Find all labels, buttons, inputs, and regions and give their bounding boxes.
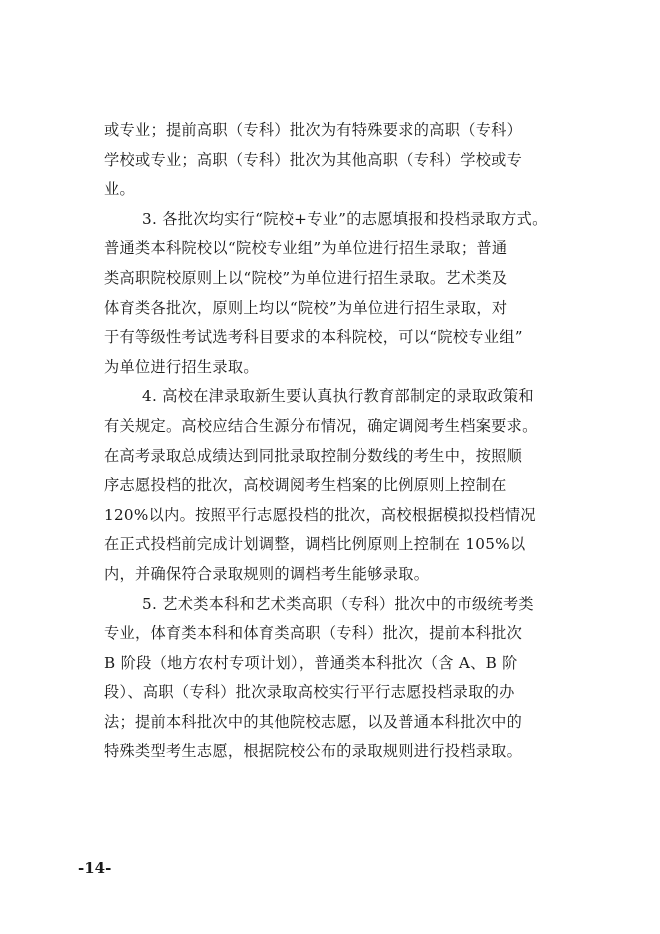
text-line: 有关规定。高校应结合生源分布情况，确定调阅考生档案要求。 bbox=[104, 416, 538, 435]
text-line: 于有等级性考试选考科目要求的本科院校，可以“院校专业组” bbox=[104, 328, 523, 347]
text-line: 法；提前本科批次中的其他院校志愿，以及普通本科批次中的 bbox=[104, 712, 523, 731]
text-line: 体育类各批次，原则上均以“院校”为单位进行招生录取，对 bbox=[104, 298, 508, 317]
text-line: 在高考录取总成绩达到同批录取控制分数线的考生中，按照顺 bbox=[104, 446, 523, 465]
paragraph-5-first-line: 5. 艺术类本科和艺术类高职（专科）批次中的市级统考类 bbox=[142, 594, 534, 613]
paragraph-4-first-line: 4. 高校在津录取新生要认真执行教育部制定的录取政策和 bbox=[142, 387, 534, 406]
text-line: 序志愿投档的批次，高校调阅考生档案的比例原则上控制在 bbox=[104, 476, 507, 495]
text-line: 学校或专业；高职（专科）批次为其他高职（专科）学校或专 bbox=[104, 150, 523, 169]
text-line: 专业，体育类本科和体育类高职（专科）批次，提前本科批次 bbox=[104, 624, 523, 643]
page-number: -14- bbox=[78, 859, 112, 877]
text-line: 特殊类型考生志愿，根据院校公布的录取规则进行投档录取。 bbox=[104, 742, 523, 761]
text-line: 类高职院校原则上以“院校”为单位进行招生录取。艺术类及 bbox=[104, 268, 508, 287]
text-line: 或专业；提前高职（专科）批次为有特殊要求的高职（专科） bbox=[104, 121, 523, 139]
paragraph-3-first-line: 3. 各批次均实行“院校+专业”的志愿填报和投档录取方式。 bbox=[142, 209, 548, 228]
body-text bbox=[104, 116, 584, 767]
text-line: 在正式投档前完成计划调整，调档比例原则上控制在 105%以 bbox=[104, 535, 526, 554]
text-line: 段）、高职（专科）批次录取高校实行平行志愿投档录取的办 bbox=[104, 683, 515, 702]
text-line: 120%以内。按照平行志愿投档的批次，高校根据模拟投档情况 bbox=[104, 505, 536, 524]
text-line: 业。 bbox=[104, 180, 135, 199]
text-line: 为单位进行招生录取。 bbox=[104, 357, 259, 376]
text-line: B 阶段（地方农村专项计划），普通类本科批次（含 A、B 阶 bbox=[104, 653, 518, 672]
text-line: 内，并确保符合录取规则的调档考生能够录取。 bbox=[104, 564, 430, 583]
text-line: 普通类本科院校以“院校专业组”为单位进行招生录取；普通 bbox=[104, 239, 508, 258]
